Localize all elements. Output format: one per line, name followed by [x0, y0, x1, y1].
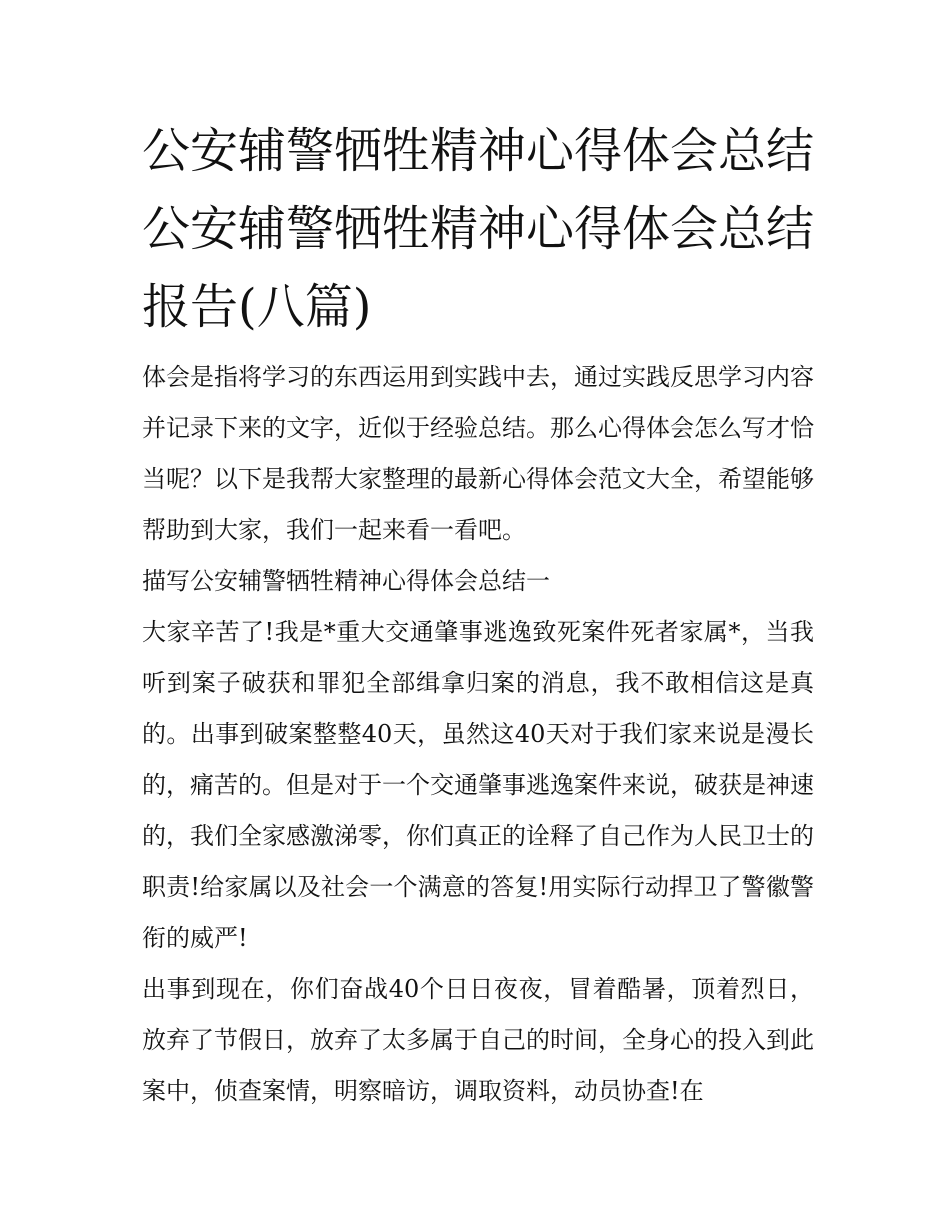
- body-paragraph-1: 大家辛苦了!我是*重大交通肇事逃逸致死案件死者家属*，当我听到案子破获和罪犯全部缉拿归案的消息，我不敢相信这是真的。出事到破案整整40天，虽然这40天对于我们家来说是漫长的，痛苦的。但是对于一个交通肇事逃逸案件来说，破获是神速的，我们全家感激涕零，你们真正的诠释了自己作为人民卫士的职责!给家属以及社会一个满意的答复!用实际行动捍卫了警徽警衔的威严!: [142, 618, 814, 952]
- section-heading: 描写公安辅警牺牲精神心得体会总结一: [142, 567, 550, 595]
- intro-paragraph: 体会是指将学习的东西运用到实践中去，通过实践反思学习内容并记录下来的文字，近似于经验总结。那么心得体会怎么写才恰当呢？以下是我帮大家整理的最新心得体会范文大全，希望能够帮助到大家，我们一起来看一看吧。: [142, 363, 814, 544]
- document-title: 公安辅警牺牲精神心得体会总结 公安辅警牺牲精神心得体会总结报告(八篇): [142, 123, 815, 335]
- document-content: [142, 112, 814, 1117]
- body-paragraph-2: 出事到现在，你们奋战40个日日夜夜，冒着酷暑，顶着烈日，放弃了节假日，放弃了太多属于自己的时间，全身心的投入到此案中，侦查案情，明察暗访，调取资料，动员协查!在: [142, 975, 814, 1105]
